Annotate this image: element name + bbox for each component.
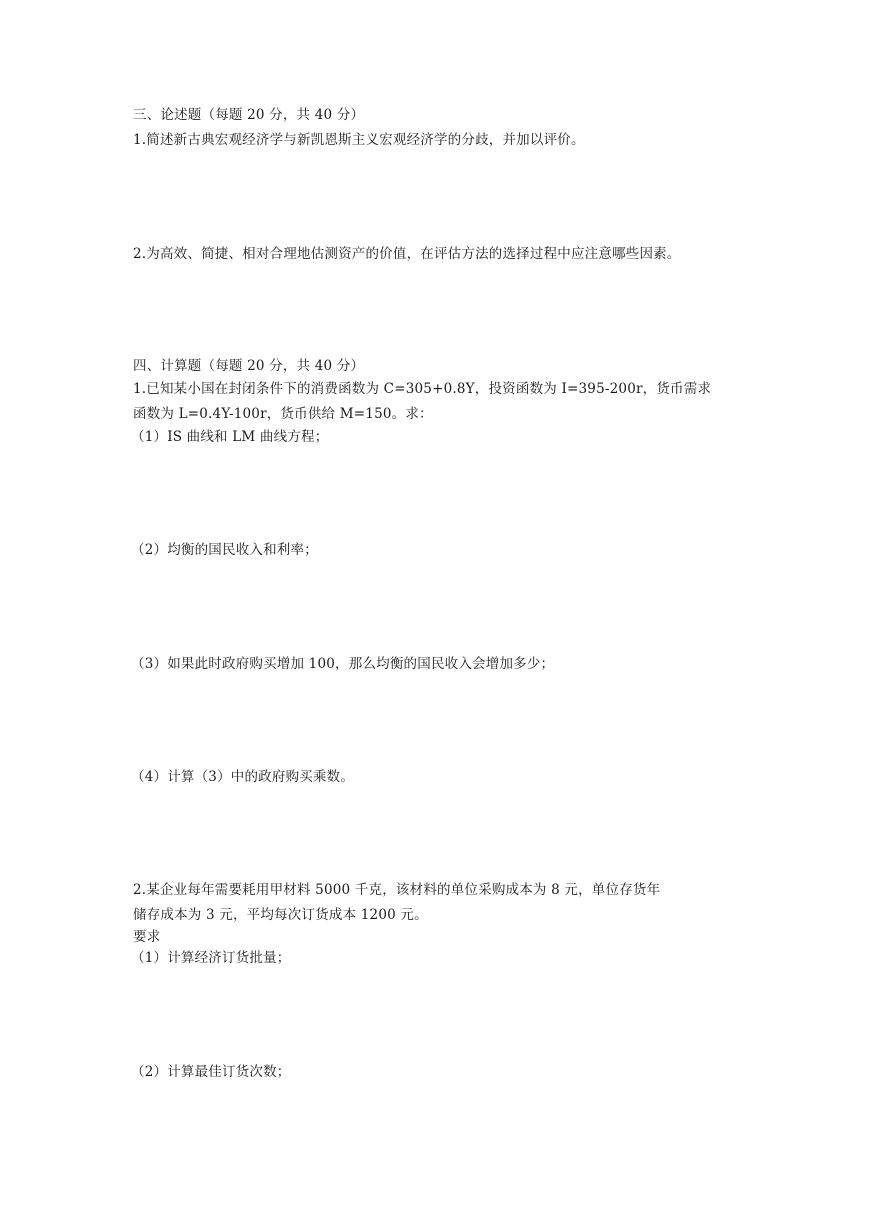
calc-question-2-line-1: 2.某企业每年需要耗用甲材料 5000 千克，该材料的单位采购成本为 8 元，单位存货年 xyxy=(133,882,661,898)
section-3-heading: 三、论述题（每题 20 分，共 40 分） xyxy=(133,107,365,123)
essay-question-2: 2.为高效、简捷、相对合理地估测资产的价值，在评估方法的选择过程中应注意哪些因素。 xyxy=(133,246,681,262)
calc-question-2-part-1: （1）计算经济订货批量； xyxy=(131,950,291,966)
calc-question-2-line-2: 储存成本为 3 元，平均每次订货成本 1200 元。 xyxy=(133,907,428,923)
essay-question-1: 1.简述新古典宏观经济学与新凯恩斯主义宏观经济学的分歧，并加以评价。 xyxy=(133,132,585,148)
calc-question-1-part-1: （1）IS 曲线和 LM 曲线方程； xyxy=(131,429,329,445)
calc-question-1-line-2: 函数为 L=0.4Y-100r，货币供给 M=150。求： xyxy=(133,406,433,422)
calc-question-2-part-2: （2）计算最佳订货次数； xyxy=(131,1064,291,1080)
calc-question-1-line-1: 1.已知某小国在封闭条件下的消费函数为 C=305+0.8Y，投资函数为 I=395-200r，货币需求 xyxy=(133,381,712,397)
calc-question-1-part-2: （2）均衡的国民收入和利率； xyxy=(131,542,318,558)
calc-question-1-part-4: （4）计算（3）中的政府购买乘数。 xyxy=(131,769,355,785)
calc-question-1-part-3: （3）如果此时政府购买增加 100，那么均衡的国民收入会增加多少； xyxy=(131,656,555,672)
section-4-heading: 四、计算题（每题 20 分，共 40 分） xyxy=(133,358,365,374)
calc-question-2-requirement: 要求 xyxy=(133,929,161,945)
